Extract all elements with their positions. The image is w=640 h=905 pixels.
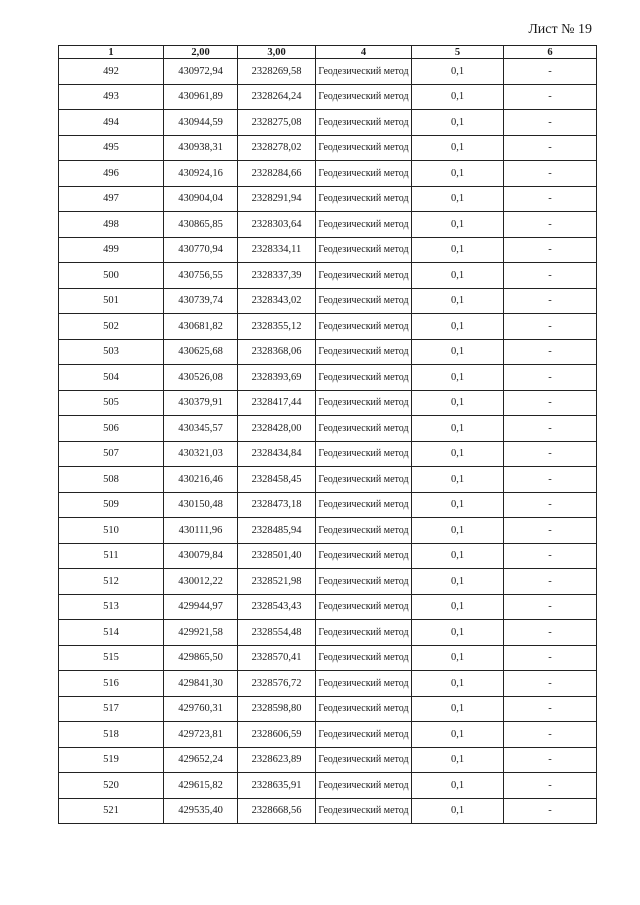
note-cell: - <box>504 416 597 442</box>
table-row <box>59 543 597 569</box>
accuracy-cell: 0,1 <box>412 110 504 136</box>
x-coordinate-cell: 430865,85 <box>164 212 238 238</box>
x-coordinate-cell: 430770,94 <box>164 237 238 263</box>
x-coordinate-cell: 430321,03 <box>164 441 238 467</box>
point-number-cell: 511 <box>59 543 164 569</box>
table-row <box>59 314 597 340</box>
note-cell: - <box>504 84 597 110</box>
y-coordinate-cell: 2328278,02 <box>238 135 316 161</box>
method-cell: Геодезический метод <box>316 620 412 646</box>
table-row <box>59 645 597 671</box>
point-number-cell: 504 <box>59 365 164 391</box>
x-coordinate-cell: 429865,50 <box>164 645 238 671</box>
note-cell: - <box>504 365 597 391</box>
y-coordinate-cell: 2328606,59 <box>238 722 316 748</box>
method-cell: Геодезический метод <box>316 161 412 187</box>
method-cell: Геодезический метод <box>316 773 412 799</box>
y-coordinate-cell: 2328291,94 <box>238 186 316 212</box>
accuracy-cell: 0,1 <box>412 518 504 544</box>
x-coordinate-cell: 430756,55 <box>164 263 238 289</box>
x-coordinate-cell: 430379,91 <box>164 390 238 416</box>
y-coordinate-cell: 2328275,08 <box>238 110 316 136</box>
y-coordinate-cell: 2328343,02 <box>238 288 316 314</box>
method-cell: Геодезический метод <box>316 696 412 722</box>
table-row <box>59 390 597 416</box>
table-row <box>59 747 597 773</box>
note-cell: - <box>504 518 597 544</box>
point-number-cell: 495 <box>59 135 164 161</box>
table-row <box>59 365 597 391</box>
note-cell: - <box>504 747 597 773</box>
y-coordinate-cell: 2328264,24 <box>238 84 316 110</box>
x-coordinate-cell: 430904,04 <box>164 186 238 212</box>
y-coordinate-cell: 2328473,18 <box>238 492 316 518</box>
table-row <box>59 288 597 314</box>
y-coordinate-cell: 2328434,84 <box>238 441 316 467</box>
method-cell: Геодезический метод <box>316 518 412 544</box>
y-coordinate-cell: 2328635,91 <box>238 773 316 799</box>
accuracy-cell: 0,1 <box>412 212 504 238</box>
point-number-cell: 507 <box>59 441 164 467</box>
note-cell: - <box>504 722 597 748</box>
accuracy-cell: 0,1 <box>412 594 504 620</box>
y-coordinate-cell: 2328269,58 <box>238 59 316 85</box>
x-coordinate-cell: 430681,82 <box>164 314 238 340</box>
method-cell: Геодезический метод <box>316 314 412 340</box>
table-row <box>59 722 597 748</box>
method-cell: Геодезический метод <box>316 441 412 467</box>
note-cell: - <box>504 543 597 569</box>
method-cell: Геодезический метод <box>316 288 412 314</box>
accuracy-cell: 0,1 <box>412 135 504 161</box>
table-body <box>59 59 597 824</box>
accuracy-cell: 0,1 <box>412 747 504 773</box>
point-number-cell: 521 <box>59 798 164 824</box>
point-number-cell: 519 <box>59 747 164 773</box>
y-coordinate-cell: 2328570,41 <box>238 645 316 671</box>
note-cell: - <box>504 594 597 620</box>
x-coordinate-cell: 430625,68 <box>164 339 238 365</box>
table-row <box>59 84 597 110</box>
table-header <box>59 46 597 59</box>
table-row <box>59 569 597 595</box>
y-coordinate-cell: 2328303,64 <box>238 212 316 238</box>
note-cell: - <box>504 237 597 263</box>
table-row <box>59 594 597 620</box>
table-row <box>59 59 597 85</box>
x-coordinate-cell: 429921,58 <box>164 620 238 646</box>
x-coordinate-cell: 430944,59 <box>164 110 238 136</box>
x-coordinate-cell: 430345,57 <box>164 416 238 442</box>
header-cell-point-number: 1 <box>59 46 164 59</box>
header-cell-y: 3,00 <box>238 46 316 59</box>
method-cell: Геодезический метод <box>316 110 412 136</box>
header-row <box>59 46 597 59</box>
x-coordinate-cell: 430012,22 <box>164 569 238 595</box>
y-coordinate-cell: 2328428,00 <box>238 416 316 442</box>
y-coordinate-cell: 2328337,39 <box>238 263 316 289</box>
y-coordinate-cell: 2328458,45 <box>238 467 316 493</box>
method-cell: Геодезический метод <box>316 59 412 85</box>
accuracy-cell: 0,1 <box>412 798 504 824</box>
table-row <box>59 467 597 493</box>
note-cell: - <box>504 288 597 314</box>
note-cell: - <box>504 339 597 365</box>
accuracy-cell: 0,1 <box>412 365 504 391</box>
accuracy-cell: 0,1 <box>412 339 504 365</box>
point-number-cell: 497 <box>59 186 164 212</box>
accuracy-cell: 0,1 <box>412 645 504 671</box>
method-cell: Геодезический метод <box>316 492 412 518</box>
note-cell: - <box>504 314 597 340</box>
point-number-cell: 501 <box>59 288 164 314</box>
y-coordinate-cell: 2328576,72 <box>238 671 316 697</box>
note-cell: - <box>504 135 597 161</box>
table-row <box>59 798 597 824</box>
accuracy-cell: 0,1 <box>412 492 504 518</box>
accuracy-cell: 0,1 <box>412 722 504 748</box>
accuracy-cell: 0,1 <box>412 84 504 110</box>
y-coordinate-cell: 2328368,06 <box>238 339 316 365</box>
accuracy-cell: 0,1 <box>412 543 504 569</box>
method-cell: Геодезический метод <box>316 186 412 212</box>
y-coordinate-cell: 2328554,48 <box>238 620 316 646</box>
table-row <box>59 492 597 518</box>
accuracy-cell: 0,1 <box>412 620 504 646</box>
note-cell: - <box>504 696 597 722</box>
note-cell: - <box>504 773 597 799</box>
accuracy-cell: 0,1 <box>412 671 504 697</box>
x-coordinate-cell: 429944,97 <box>164 594 238 620</box>
point-number-cell: 514 <box>59 620 164 646</box>
note-cell: - <box>504 671 597 697</box>
header-cell-method: 4 <box>316 46 412 59</box>
method-cell: Геодезический метод <box>316 747 412 773</box>
note-cell: - <box>504 467 597 493</box>
header-cell-x: 2,00 <box>164 46 238 59</box>
method-cell: Геодезический метод <box>316 798 412 824</box>
accuracy-cell: 0,1 <box>412 59 504 85</box>
note-cell: - <box>504 645 597 671</box>
table-row <box>59 339 597 365</box>
y-coordinate-cell: 2328393,69 <box>238 365 316 391</box>
accuracy-cell: 0,1 <box>412 696 504 722</box>
note-cell: - <box>504 390 597 416</box>
point-number-cell: 515 <box>59 645 164 671</box>
accuracy-cell: 0,1 <box>412 467 504 493</box>
method-cell: Геодезический метод <box>316 390 412 416</box>
point-number-cell: 516 <box>59 671 164 697</box>
x-coordinate-cell: 429615,82 <box>164 773 238 799</box>
y-coordinate-cell: 2328521,98 <box>238 569 316 595</box>
point-number-cell: 503 <box>59 339 164 365</box>
table-row <box>59 518 597 544</box>
point-number-cell: 498 <box>59 212 164 238</box>
method-cell: Геодезический метод <box>316 135 412 161</box>
coordinates-table <box>58 45 597 824</box>
y-coordinate-cell: 2328284,66 <box>238 161 316 187</box>
method-cell: Геодезический метод <box>316 365 412 391</box>
x-coordinate-cell: 429723,81 <box>164 722 238 748</box>
y-coordinate-cell: 2328668,56 <box>238 798 316 824</box>
accuracy-cell: 0,1 <box>412 314 504 340</box>
accuracy-cell: 0,1 <box>412 263 504 289</box>
point-number-cell: 518 <box>59 722 164 748</box>
note-cell: - <box>504 441 597 467</box>
point-number-cell: 510 <box>59 518 164 544</box>
method-cell: Геодезический метод <box>316 722 412 748</box>
note-cell: - <box>504 263 597 289</box>
point-number-cell: 502 <box>59 314 164 340</box>
method-cell: Геодезический метод <box>316 543 412 569</box>
header-cell-accuracy: 5 <box>412 46 504 59</box>
note-cell: - <box>504 569 597 595</box>
method-cell: Геодезический метод <box>316 84 412 110</box>
point-number-cell: 520 <box>59 773 164 799</box>
x-coordinate-cell: 429841,30 <box>164 671 238 697</box>
note-cell: - <box>504 212 597 238</box>
y-coordinate-cell: 2328485,94 <box>238 518 316 544</box>
y-coordinate-cell: 2328355,12 <box>238 314 316 340</box>
accuracy-cell: 0,1 <box>412 161 504 187</box>
method-cell: Геодезический метод <box>316 645 412 671</box>
point-number-cell: 500 <box>59 263 164 289</box>
y-coordinate-cell: 2328598,80 <box>238 696 316 722</box>
method-cell: Геодезический метод <box>316 569 412 595</box>
method-cell: Геодезический метод <box>316 467 412 493</box>
table-row <box>59 263 597 289</box>
method-cell: Геодезический метод <box>316 594 412 620</box>
accuracy-cell: 0,1 <box>412 441 504 467</box>
accuracy-cell: 0,1 <box>412 390 504 416</box>
accuracy-cell: 0,1 <box>412 186 504 212</box>
table-row <box>59 212 597 238</box>
point-number-cell: 493 <box>59 84 164 110</box>
sheet-number-label: Лист № 19 <box>528 22 592 37</box>
x-coordinate-cell: 430938,31 <box>164 135 238 161</box>
table-row <box>59 135 597 161</box>
note-cell: - <box>504 59 597 85</box>
y-coordinate-cell: 2328623,89 <box>238 747 316 773</box>
method-cell: Геодезический метод <box>316 339 412 365</box>
method-cell: Геодезический метод <box>316 671 412 697</box>
table-row <box>59 671 597 697</box>
x-coordinate-cell: 430216,46 <box>164 467 238 493</box>
method-cell: Геодезический метод <box>316 263 412 289</box>
accuracy-cell: 0,1 <box>412 773 504 799</box>
x-coordinate-cell: 429535,40 <box>164 798 238 824</box>
table-row <box>59 110 597 136</box>
point-number-cell: 499 <box>59 237 164 263</box>
point-number-cell: 492 <box>59 59 164 85</box>
point-number-cell: 506 <box>59 416 164 442</box>
table-row <box>59 161 597 187</box>
x-coordinate-cell: 430739,74 <box>164 288 238 314</box>
x-coordinate-cell: 430961,89 <box>164 84 238 110</box>
note-cell: - <box>504 798 597 824</box>
table-row <box>59 773 597 799</box>
point-number-cell: 505 <box>59 390 164 416</box>
method-cell: Геодезический метод <box>316 237 412 263</box>
accuracy-cell: 0,1 <box>412 416 504 442</box>
accuracy-cell: 0,1 <box>412 288 504 314</box>
accuracy-cell: 0,1 <box>412 237 504 263</box>
point-number-cell: 513 <box>59 594 164 620</box>
table-row <box>59 416 597 442</box>
method-cell: Геодезический метод <box>316 416 412 442</box>
y-coordinate-cell: 2328543,43 <box>238 594 316 620</box>
table-row <box>59 237 597 263</box>
method-cell: Геодезический метод <box>316 212 412 238</box>
point-number-cell: 496 <box>59 161 164 187</box>
point-number-cell: 517 <box>59 696 164 722</box>
y-coordinate-cell: 2328501,40 <box>238 543 316 569</box>
point-number-cell: 508 <box>59 467 164 493</box>
note-cell: - <box>504 161 597 187</box>
table-row <box>59 696 597 722</box>
point-number-cell: 494 <box>59 110 164 136</box>
table-row <box>59 620 597 646</box>
y-coordinate-cell: 2328417,44 <box>238 390 316 416</box>
x-coordinate-cell: 430526,08 <box>164 365 238 391</box>
x-coordinate-cell: 430150,48 <box>164 492 238 518</box>
table-row <box>59 441 597 467</box>
header-cell-note: 6 <box>504 46 597 59</box>
note-cell: - <box>504 620 597 646</box>
note-cell: - <box>504 492 597 518</box>
x-coordinate-cell: 430111,96 <box>164 518 238 544</box>
accuracy-cell: 0,1 <box>412 569 504 595</box>
x-coordinate-cell: 430079,84 <box>164 543 238 569</box>
note-cell: - <box>504 186 597 212</box>
table-row <box>59 186 597 212</box>
note-cell: - <box>504 110 597 136</box>
x-coordinate-cell: 429760,31 <box>164 696 238 722</box>
x-coordinate-cell: 430924,16 <box>164 161 238 187</box>
point-number-cell: 509 <box>59 492 164 518</box>
point-number-cell: 512 <box>59 569 164 595</box>
x-coordinate-cell: 429652,24 <box>164 747 238 773</box>
x-coordinate-cell: 430972,94 <box>164 59 238 85</box>
y-coordinate-cell: 2328334,11 <box>238 237 316 263</box>
